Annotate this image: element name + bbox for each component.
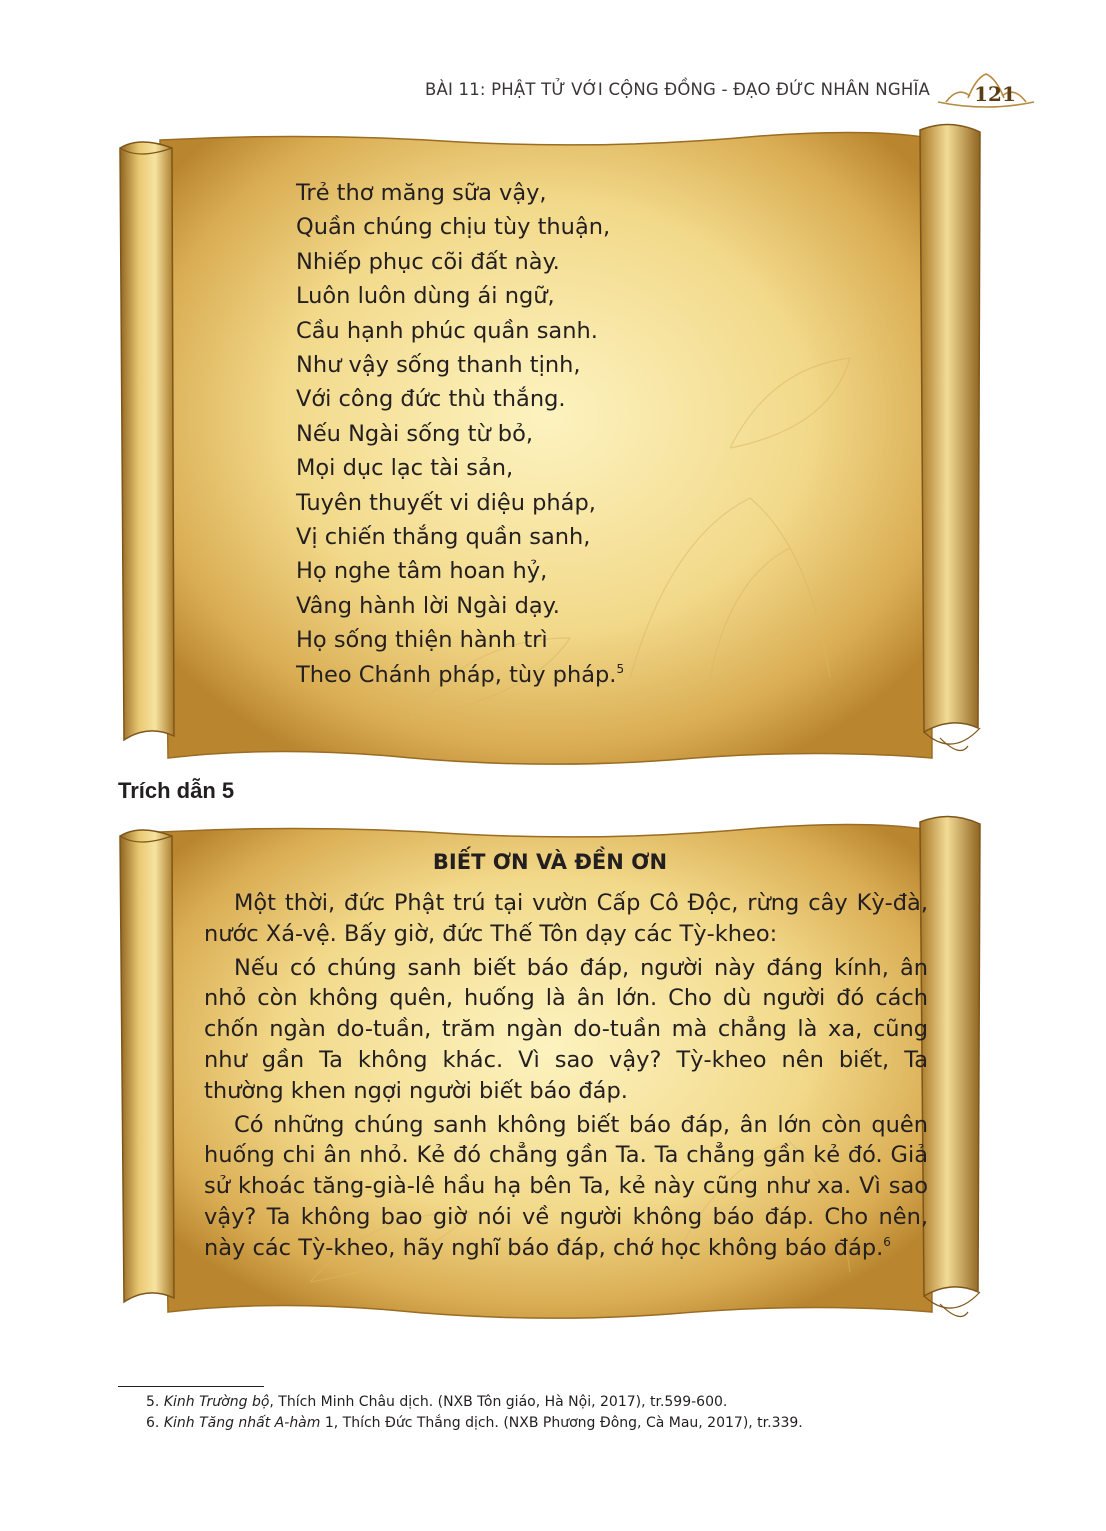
- footnotes: [146, 1392, 803, 1433]
- poem-line: Cầu hạnh phúc quần sanh.: [296, 317, 598, 344]
- quote-paragraph-last: [204, 1110, 928, 1264]
- poem-line: Nhiếp phục cõi đất này.: [296, 248, 560, 275]
- page-number: 121: [974, 82, 1016, 106]
- poem-line: Vâng hành lời Ngài dạy.: [296, 592, 560, 619]
- poem-line: Mọi dục lạc tài sản,: [296, 455, 514, 482]
- poem-line: Với công đức thù thắng.: [296, 386, 566, 413]
- footnote-source-detail: 1, Thích Đức Thắng dịch. (NXB Phương Đông, Cà Mau, 2017), tr.339.: [320, 1414, 803, 1431]
- footnote-number: 5.: [146, 1394, 160, 1410]
- footnote-number: 6.: [146, 1414, 160, 1431]
- quote-title: BIẾT ƠN VÀ ĐỀN ƠN: [432, 850, 668, 874]
- footnote-source-title: Kinh Tăng nhất A-hàm: [163, 1414, 321, 1431]
- poem-line: Theo Chánh pháp, tùy pháp.: [296, 661, 617, 688]
- poem-line: Vị chiến thắng quần sanh,: [296, 524, 591, 551]
- poem-line: Họ sống thiện hành trì: [296, 627, 548, 654]
- footnote-divider: [118, 1386, 264, 1387]
- poem-scroll: [110, 118, 990, 770]
- poem-text: [296, 176, 624, 692]
- section-label: Trích dẫn 5: [118, 778, 235, 803]
- poem-line-last: [296, 658, 624, 692]
- poem-line: Trẻ thơ măng sữa vậy,: [296, 180, 547, 206]
- poem-line: Luôn luôn dùng ái ngữ,: [296, 283, 555, 310]
- poem-line: Quần chúng chịu tùy thuận,: [296, 214, 611, 241]
- quote-body: [204, 888, 928, 1264]
- footnote-source-detail: , Thích Minh Châu dịch. (NXB Tôn giáo, Hà Nội, 2017), tr.599-600.: [269, 1394, 728, 1410]
- quote-paragraph: Một thời, đức Phật trú tại vườn Cấp Cô Độc, rừng cây Kỳ-đà, nước Xá-vệ. Bấy giờ, đức Thế Tôn dạy các Tỳ-kheo:: [204, 890, 928, 947]
- page-header: [0, 72, 1106, 112]
- chapter-title: BÀI 11: PHẬT TỬ VỚI CỘNG ĐỒNG - ĐẠO ĐỨC NHÂN NGHĨA: [425, 80, 930, 99]
- poem-line: Họ nghe tâm hoan hỷ,: [296, 558, 548, 585]
- footnote-ref: 5: [616, 661, 625, 676]
- footnote-item: [146, 1413, 803, 1434]
- poem-line: Tuyên thuyết vi diệu pháp,: [296, 489, 596, 516]
- quote-scroll: [110, 812, 990, 1340]
- footnote-item: [146, 1392, 803, 1413]
- footnote-ref: 6: [883, 1234, 891, 1249]
- poem-line: Như vậy sống thanh tịnh,: [296, 352, 581, 379]
- footnote-source-title: Kinh Trường bộ: [163, 1394, 270, 1410]
- poem-line: Nếu Ngài sống từ bỏ,: [296, 420, 534, 447]
- quote-paragraph: Có những chúng sanh không biết báo đáp, ân lớn còn quên huống chi ân nhỏ. Kẻ đó chẳng gần Ta. Ta chẳng gần kẻ đó. Giả sử khoác tăng-già-lê hầu hạ bên Ta, kẻ này cũng như xa. Vì sao vậy? Ta không bao giờ nói về người không báo đáp. Cho nên, này các Tỳ-kheo, hãy nghĩ báo đáp, chớ học không báo đáp.: [204, 1111, 928, 1261]
- quote-paragraph: Nếu có chúng sanh biết báo đáp, người này đáng kính, ân nhỏ còn không quên, huống là ân lớn. Cho dù người đó cách chốn ngàn do-tuần, trăm ngàn do-tuần mà chẳng là xa, cũng như gần Ta không khác. Vì sao vậy? Tỳ-kheo nên biết, Ta thường khen ngợi người biết báo đáp.: [204, 954, 928, 1104]
